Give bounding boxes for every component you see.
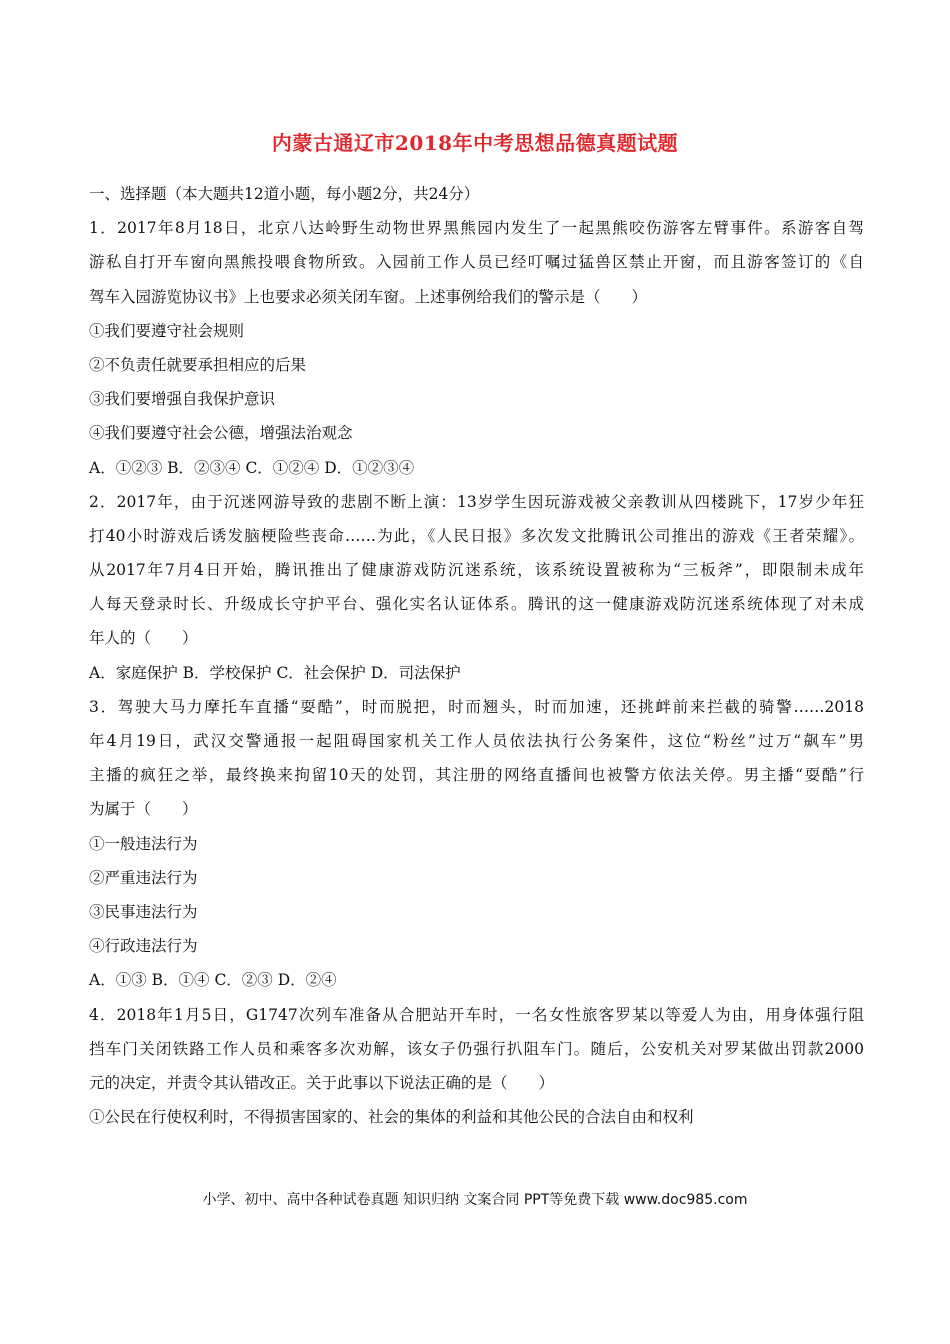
question-content (89, 177, 864, 1134)
section-heading: 一、选择题（本大题共12道小题，每小题2分，共24分） (89, 185, 480, 203)
question-3-line: 3．驾驶大马力摩托车直播“耍酷”，时而脱把，时而翘头，时而加速，还挑衅前来拦截的骑警……2018 (89, 697, 864, 716)
question-3-line: 为属于（ ） (89, 800, 198, 819)
question-1-line: 1．2017年8月18日，北京八达岭野生动物世界黑熊园内发生了一起黑熊咬伤游客左臂事件。系游客自驾 (89, 219, 864, 238)
question-2-line: 打40小时游戏后诱发脑梗险些丧命……为此，《人民日报》多次发文批腾讯公司推出的游戏《王者荣耀》。 (89, 526, 864, 545)
question-1-option: ③我们要增强自我保护意识 (89, 390, 276, 409)
question-3-option: ①一般违法行为 (89, 834, 198, 853)
question-1-option: ②不负责任就要承担相应的后果 (89, 355, 307, 374)
question-3-line: 主播的疯狂之举，最终换来拘留10天的处罚，其注册的网络直播间也被警方依法关停。男主播“耍酷”行 (89, 766, 864, 785)
question-1-line: 游私自打开车窗向黑熊投喂食物所致。入园前工作人员已经叮嘱过猛兽区禁止开窗，而且游客签订的《自 (89, 253, 864, 272)
question-2-line: 人每天登录时长、升级成长守护平台、强化实名认证体系。腾讯的这一健康游戏防沉迷系统体现了对未成 (89, 595, 864, 614)
question-2-line: 2．2017年，由于沉迷网游导致的悲剧不断上演：13岁学生因玩游戏被父亲教训从四楼跳下，17岁少年狂 (89, 492, 864, 511)
page-footer: 小学、初中、高中各种试卷真题 知识归纳 文案合同 PPT等免费下载 www.doc985.com (202, 1192, 748, 1208)
question-4-option: ①公民在行使权利时，不得损害国家的、社会的集体的利益和其他公民的合法自由和权利 (89, 1108, 694, 1127)
question-2-line: 年人的（ ） (89, 629, 198, 648)
question-3-option: ③民事违法行为 (89, 902, 198, 921)
question-4-line: 挡车门关闭铁路工作人员和乘客多次劝解，该女子仍强行扒阻车门。随后，公安机关对罗某做出罚款2000 (89, 1039, 864, 1058)
question-1-option: ④我们要遵守社会公德，增强法治观念 (89, 424, 353, 443)
question-3-option: ②严重违法行为 (89, 868, 198, 887)
question-2-line: 从2017年7月4日开始，腾讯推出了健康游戏防沉迷系统，该系统设置被称为“三板斧”，即限制未成年 (89, 561, 864, 580)
document-title: 内蒙古通辽市2018年中考思想品德真题试题 (271, 131, 679, 155)
question-1-line: 驾车入园游览协议书》上也要求必须关闭车窗。上述事例给我们的警示是（ ） (89, 287, 648, 306)
question-1-answers: A．①②③ B．②③④ C．①②④ D．①②③④ (89, 458, 415, 477)
question-3-line: 年4月19日，武汉交警通报一起阻碍国家机关工作人员依法执行公务案件，这位“粉丝”过万“飙车”男 (89, 732, 864, 750)
question-3-answers: A．①③ B．①④ C．②③ D．②④ (89, 971, 337, 990)
question-4-line: 4．2018年1月5日，G1747次列车准备从合肥站开车时，一名女性旅客罗某以等爱人为由，用身体强行阻 (89, 1005, 864, 1024)
question-2-answers: A．家庭保护 B．学校保护 C．社会保护 D．司法保护 (89, 663, 461, 682)
question-4-line: 元的决定，并责令其认错改正。关于此事以下说法正确的是（ ） (89, 1073, 555, 1092)
question-3-option: ④行政违法行为 (89, 937, 198, 956)
question-1-option: ①我们要遵守社会规则 (89, 321, 245, 340)
